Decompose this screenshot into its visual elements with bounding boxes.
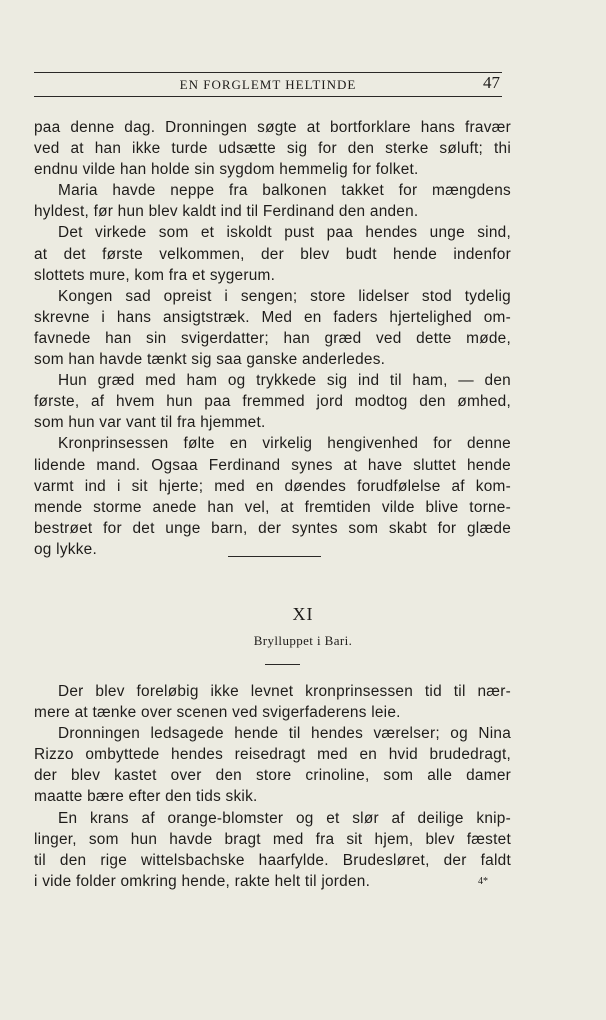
text-line: Rizzo ombyttede hendes reisedragt med en hvid brudedragt, [34, 746, 511, 764]
running-header [34, 72, 502, 96]
text-line: Kronprinsessen følte en virkelig hengivenhed for denne [58, 435, 511, 453]
text-line: Hun græd med ham og trykkede sig ind til ham, — den [58, 372, 511, 390]
text-line: endnu vilde han holde sin sygdom hemmelig for folket. [34, 161, 419, 179]
body-text-bottom [34, 681, 511, 892]
text-line: Dronningen ledsagede hende til hendes værelser; og Nina [58, 725, 511, 743]
text-line: favnede han sin svigerdatter; han græd ved dette møde, [34, 329, 511, 347]
text-line: som hun var vant til fra hjemmet. [34, 414, 266, 432]
text-line: Det virkede som et iskoldt pust paa hendes unge sind, [58, 224, 511, 242]
text-line: En krans af orange-blomster og et slør af deilige knip- [58, 809, 511, 827]
chapter-title: Brylluppet i Bari. [253, 633, 353, 648]
text-line: linger, som hun havde bragt med fra sit hjem, blev fæstet [34, 830, 511, 848]
text-line: slottets mure, kom fra et sygerum. [34, 266, 276, 284]
text-line: maatte bære efter den tids skik. [34, 788, 258, 806]
text-line: lidende mand. Ogsaa Ferdinand synes at have sluttet hende [34, 456, 511, 474]
text-line: ved at han ikke turde udsætte sig for den sterke søluft; thi [34, 140, 511, 158]
chapter-title-rule [265, 664, 300, 665]
text-line: Kongen sad opreist i sengen; store lidelser stod tydelig [58, 287, 511, 305]
section-divider [228, 556, 321, 557]
running-title: EN FORGLEMT HELTINDE [179, 77, 357, 92]
text-line: første, af hvem hun paa fremmed jord modtog den ømhed, [34, 393, 511, 411]
body-text-top [34, 117, 511, 560]
text-line: Der blev foreløbig ikke levnet kronprinsessen tid til nær- [58, 683, 511, 700]
text-line: og lykke. [34, 540, 97, 558]
text-line: mende storme anede han vel, at fremtiden vilde blive torne- [34, 498, 511, 516]
text-line: i vide folder omkring hende, rakte helt til jorden. [34, 872, 371, 890]
text-line: skrevne i hans ansigtstræk. Med en faders hjertelighed om- [34, 308, 511, 326]
text-line: som han havde tænkt sig saa ganske anderledes. [34, 351, 386, 369]
text-line: der blev kastet over den store crinoline, som alle damer [34, 767, 511, 785]
text-line: hyldest, før hun blev kaldt ind til Ferdinand den anden. [34, 203, 419, 221]
page-number: 47 [483, 73, 500, 92]
text-line: mere at tænke over scenen ved svigerfaderens leie. [34, 704, 401, 722]
text-line: til den rige wittelsbachske haarfylde. Brudesløret, der faldt [34, 851, 511, 869]
text-line: Maria havde neppe fra balkonen takket for mængdens [58, 182, 511, 200]
text-line: varmt ind i sit hjerte; med en døendes forudfølelse af kom- [34, 477, 511, 495]
text-line: paa denne dag. Dronningen søgte at bortforklare hans fravær [34, 119, 511, 136]
header-rule-bottom [34, 96, 502, 97]
text-line: bestrøet for det unge barn, der syntes som skabt for glæde [34, 519, 511, 537]
text-line: at det første velkommen, der blev budt hende indenfor [34, 245, 511, 263]
chapter-numeral: XI [292, 604, 314, 624]
signature-mark: 4* [478, 876, 488, 887]
